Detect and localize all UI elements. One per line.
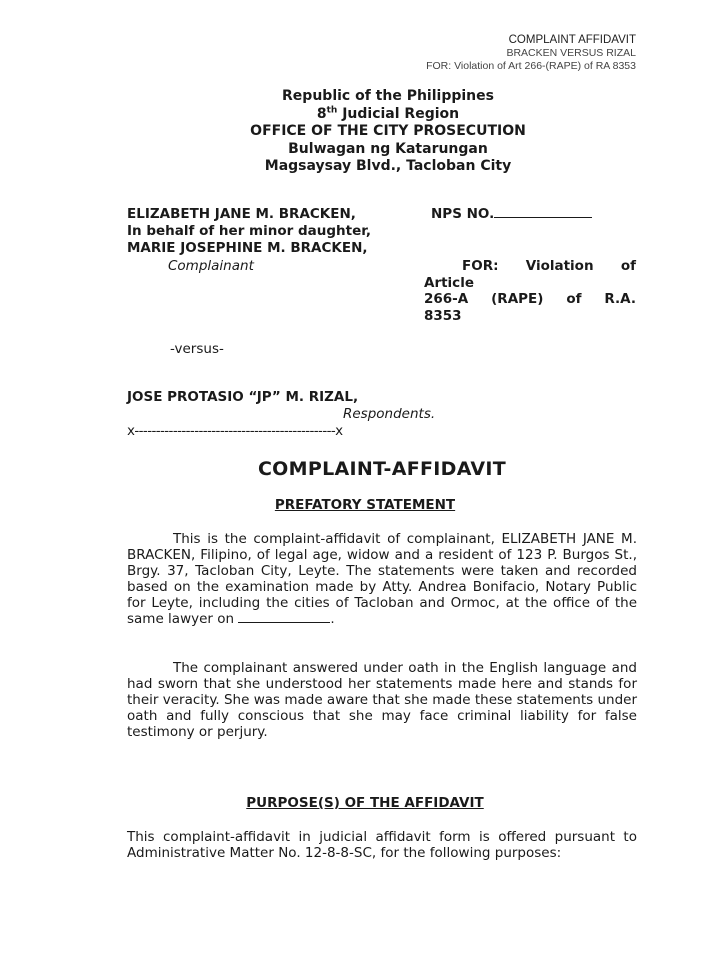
court-building: Bulwagan ng Katarungan xyxy=(288,140,488,157)
prefatory-paragraph-2: The complainant answered under oath in the English language and had sworn that she understood her statements made here and stands for their veracity. She was made aware that she made these statements under oath and fully conscious that she may face criminal liability for false testimony or perjury. xyxy=(127,660,638,740)
court-republic: Republic of the Philippines xyxy=(282,88,494,104)
prefatory-paragraph-1: This is the complaint-affidavit of complainant, ELIZABETH JANE M. BRACKEN, Filipino, of legal age, widow and a resident of 123 P. Burgos St., Brgy. 37, Tacloban City, Leyte. The statements were taken and recorded based on the examination made by Atty. Andrea Bonifacio, Notary Public for Leyte, including the cities of Tacloban and Ormoc, at the office of the same lawyer on . xyxy=(127,531,637,627)
complainant-behalf: In behalf of her minor daughter, xyxy=(127,223,372,239)
charge-line-3: 266-A (RAPE) of R.A. xyxy=(424,291,636,307)
nps-number: NPS NO. xyxy=(431,206,592,223)
charge-line-2: Article xyxy=(424,274,474,291)
charge-line-1: FOR: Violation of xyxy=(462,258,636,274)
court-heading xyxy=(0,88,720,176)
header-title: COMPLAINT AFFIDAVIT xyxy=(508,34,636,46)
purpose-heading: PURPOSE(S) OF THE AFFIDAVIT xyxy=(246,795,484,811)
charge-block xyxy=(424,258,636,324)
document-title: COMPLAINT-AFFIDAVIT xyxy=(257,458,507,480)
charge-line-4: 8353 xyxy=(424,307,462,324)
purpose-paragraph: This complaint-affidavit in judicial affidavit form is offered pursuant to Administrative Matter No. 12-8-8-SC, for the following purposes: xyxy=(127,829,637,861)
header-case: BRACKEN VERSUS RIZAL xyxy=(506,47,636,59)
nps-blank-line xyxy=(494,216,592,218)
header-charge: FOR: Violation of Art 266-(RAPE) of RA 8353 xyxy=(426,60,636,72)
court-region: 8th Judicial Region xyxy=(316,104,460,122)
document-header xyxy=(426,34,636,73)
prefatory-heading: PREFATORY STATEMENT xyxy=(274,497,456,513)
date-blank-line xyxy=(238,621,330,623)
respondent-name: JOSE PROTASIO “JP” M. RIZAL, xyxy=(127,389,359,405)
court-address: Magsaysay Blvd., Tacloban City xyxy=(264,158,512,174)
versus-label: -versus- xyxy=(170,341,224,357)
complainant-name: ELIZABETH JANE M. BRACKEN, xyxy=(127,206,356,222)
complainant-daughter: MARIE JOSEPHINE M. BRACKEN, xyxy=(127,240,368,256)
respondent-label: Respondents. xyxy=(343,406,436,422)
court-office: OFFICE OF THE CITY PROSECUTION xyxy=(250,123,526,139)
caption-separator: x-----------------------------------------------x xyxy=(127,423,343,439)
complainant-label: Complainant xyxy=(168,258,254,274)
